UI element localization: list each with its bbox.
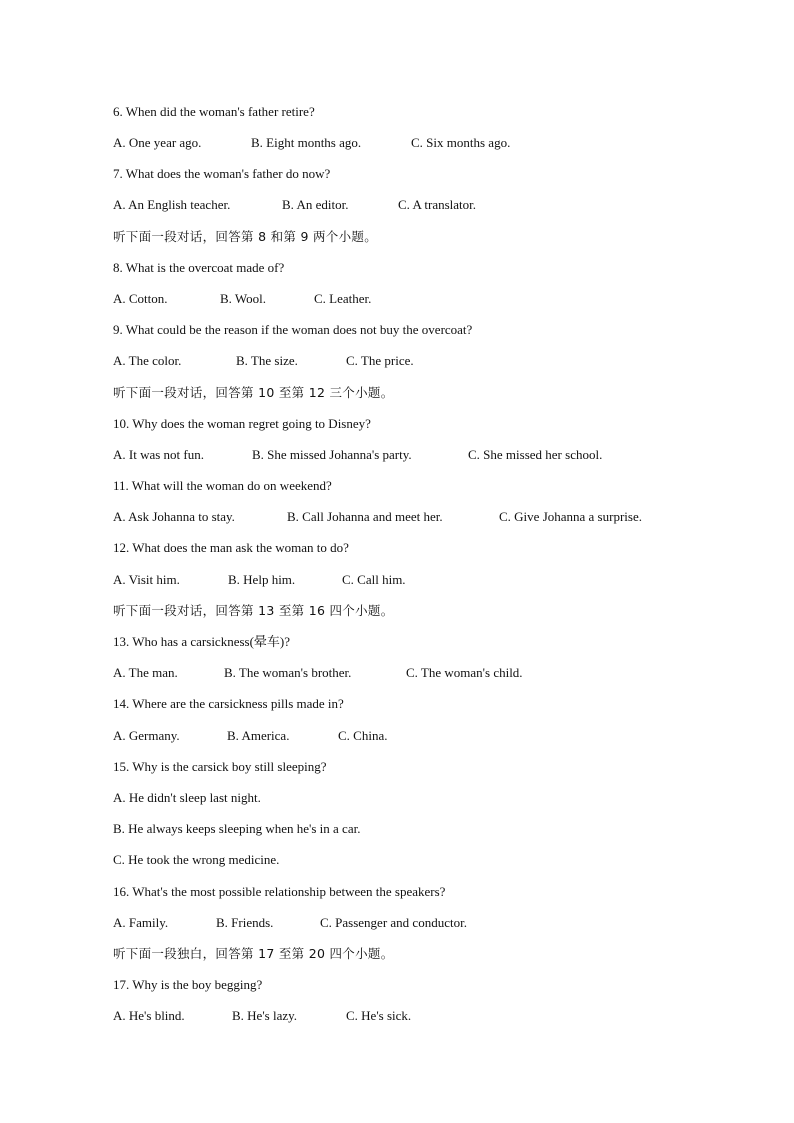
question-16: 16. What's the most possible relationship between the speakers? [113,884,446,899]
question-8: 8. What is the overcoat made of? [113,260,285,275]
option-a: A. Family. [113,915,169,930]
question-12: 12. What does the man ask the woman to do? [113,540,349,555]
option-b: B. Call Johanna and meet her. [287,509,443,524]
option-c: C. Give Johanna a surprise. [499,509,642,524]
option-a: A. Visit him. [113,572,180,587]
section-instruction: 听下面一段独白，回答第 17 至第 20 四个小题。 [113,946,394,961]
section-instruction: 听下面一段对话，回答第 13 至第 16 四个小题。 [113,603,394,618]
option-b: B. The size. [236,353,298,368]
option-a: A. It was not fun. [113,447,204,462]
section-instruction: 听下面一段对话，回答第 10 至第 12 三个小题。 [113,385,394,400]
question-9: 9. What could be the reason if the woman does not buy the overcoat? [113,322,473,337]
option-b: B. Wool. [220,291,267,306]
option-a: A. One year ago. [113,135,202,150]
option-a: A. He's blind. [113,1008,185,1023]
option-b: B. Friends. [216,915,274,930]
option-a: A. Cotton. [113,291,168,306]
question-11: 11. What will the woman do on weekend? [113,478,332,493]
option-a: A. Ask Johanna to stay. [113,509,235,524]
option-c: C. He's sick. [346,1008,412,1023]
option-c: C. She missed her school. [468,447,603,462]
option-c: C. Leather. [314,291,372,306]
option-b: B. An editor. [282,197,349,212]
option-c: C. China. [338,728,388,743]
question-7: 7. What does the woman's father do now? [113,166,331,181]
option-a: A. He didn't sleep last night. [113,790,261,805]
option-b: B. America. [227,728,290,743]
option-c: C. Passenger and conductor. [320,915,467,930]
option-a: A. The man. [113,665,178,680]
option-b: B. The woman's brother. [224,665,352,680]
option-c: C. He took the wrong medicine. [113,852,280,867]
option-c: C. Call him. [342,572,406,587]
option-a: A. An English teacher. [113,197,231,212]
option-c: C. The price. [346,353,414,368]
question-14: 14. Where are the carsickness pills made in? [113,696,344,711]
option-a: A. The color. [113,353,182,368]
option-c: C. The woman's child. [406,665,523,680]
option-b: B. He always keeps sleeping when he's in a car. [113,821,361,836]
option-a: A. Germany. [113,728,180,743]
option-b: B. He's lazy. [232,1008,298,1023]
option-b: B. Eight months ago. [251,135,362,150]
section-instruction: 听下面一段对话，回答第 8 和第 9 两个小题。 [113,229,377,244]
question-13: 13. Who has a carsickness(晕车)? [113,634,291,649]
question-10: 10. Why does the woman regret going to Disney? [113,416,371,431]
question-15: 15. Why is the carsick boy still sleeping? [113,759,327,774]
option-b: B. Help him. [228,572,296,587]
question-6: 6. When did the woman's father retire? [113,104,315,119]
option-b: B. She missed Johanna's party. [252,447,412,462]
option-c: C. Six months ago. [411,135,511,150]
option-c: C. A translator. [398,197,476,212]
question-17: 17. Why is the boy begging? [113,977,263,992]
